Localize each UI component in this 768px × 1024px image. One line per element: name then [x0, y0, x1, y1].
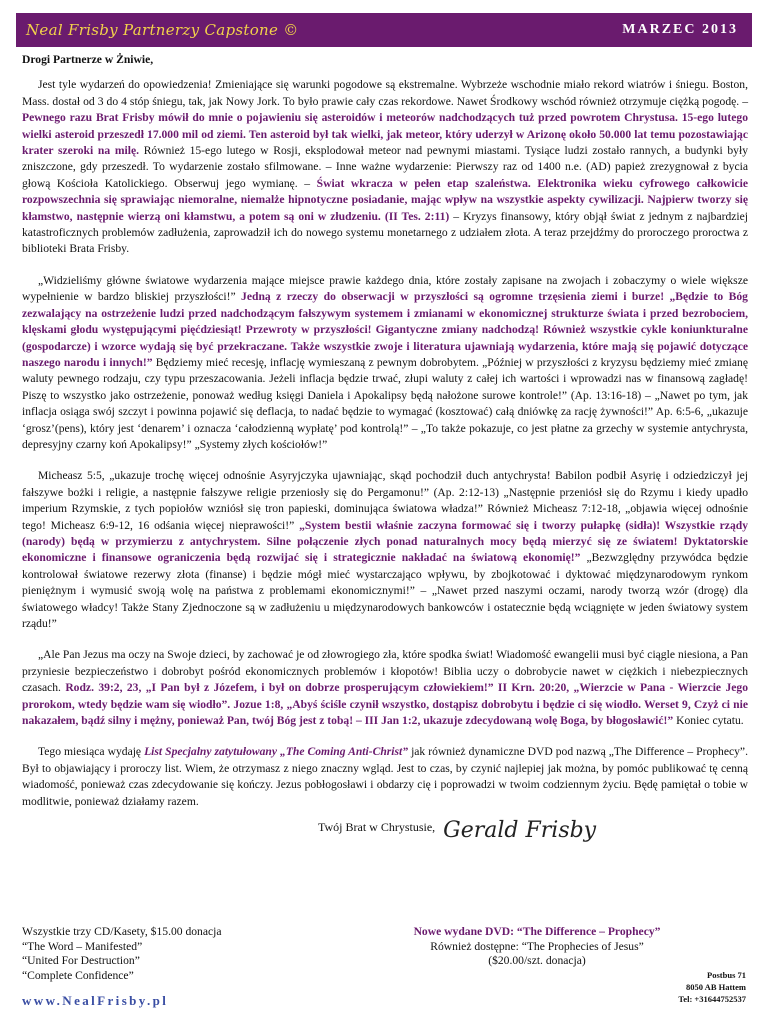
phone: Tel: +31644752537: [678, 994, 746, 1004]
newsletter-title: Neal Frisby Partnerzy Capstone ©: [26, 21, 299, 39]
text-segment: Również 15-ego lutego w Rosji, eksplodował meteor nad pewnymi miastami. Tysiące ludzi zostało rannych, a budynki były zniszczone, gdy przeszedł. To wydarzenie zostało sfilmowane. – Inne ważne wydarzenie: Pierwszy raz od 1400 n.e. (AD) papież zrezygnował z bycia głową Kościoła Katolickiego. Obserwuj jego wymianę. –: [22, 144, 748, 190]
signature: Gerald Frisby: [443, 818, 597, 844]
postbox: Postbus 71: [707, 970, 746, 980]
dvd-offer: [402, 925, 672, 969]
highlight-segment: Pewnego razu Brat Frisby mówił do mnie o pojawieniu się asteroidów i meteorów nadchodzących tuż przed powrotem Chrystusa. 15-ego lutego wielki asteroid przeszedł 17.000 mil od ziemi. Ten asteroid był tak wielki, jak meteor, który uderzył w Arizonę około 50.000 lat temu pozostawiając krater szeroki na milę.: [22, 111, 748, 158]
text-segment: Koniec cytatu.: [673, 714, 744, 728]
text-segment: Jest tyle wydarzeń do opowiedzenia! Zmieniające się warunki pogodowe są ekstremalne. Wybrzeże wschodnie miało rekord wiatrów i śniegu. Boston, Mass. dostał od 3 do 4 stóp śniegu, tak, jak Nowy Jork. To było prawie cały czas rekordowe. Nawet Środkowy wschód również otrzymuje ciężką pogodę. –: [22, 78, 748, 108]
dvd-price: ($20.00/szt. donacja): [488, 954, 586, 967]
text-segment: Będziemy mieć recesję, inflację wymieszaną z pewnym dobrobytem. „Później w przyszłości z kryzysu będziemy mieć zmianę waluty pewnego rodzaju, czy typu przeszacowania. Jeżeli inflacja będzie trwać, złupi waluty z całej ich wartości i wprowadzi nas w finansową zagładę! Piszę to wszystko jako ostrzeżenie, ponoważ według księgi Daniela i Apokalipsy będą nałożone surowe kontrole!” (Ap. 13:16-18) – „Nawet po tym, jak inflacja osiąga swój szczyt i powinna pojawić się deflacja, to nadać będzie to wymagać (kosztować) całą dniówkę za rację żywności!” Ap. 6:5-6, „ukazuje ‘grosz’(pens), który jest ‘denarem’ i oznacza ‘całodzienną wypłatę’ pod kontrolą!” – „To także pokazuje, co jest płatne za grzechy w systemie antychrysta, depresyjny czarny koń Apokalipsy!” „Systemy złych kościołów!”: [22, 355, 748, 451]
highlight-segment: Jedną z rzeczy do obserwacji w przyszłości są ogromne trzęsienia ziemi i burze! „Będzie to Bóg zezwalający na ostrzeżenie ludzi przed nadchodzącym fałszywym systemem i zmianami w ekonomicznej strukturze świata i przed bezrobociem, klęskami głodu występującymi pięćdziesiąt! Przewroty w przyszłości! Gigantyczne zmiany nadchodzą! Również wszystkie cykle koniunkturalne (gospodarcze) i wzorce wydają się być przekraczane. Także wszystkie zwoje i literatura ujawniają wydarzenia, które mają się pojawić dotyczące naszego narodu i innych!”: [22, 290, 748, 369]
cd-offer-line: Wszystkie trzy CD/Kasety, $15.00 donacja: [22, 925, 222, 938]
text-segment: „Ale Pan Jezus ma oczy na Swoje dzieci, by zachować je od złowrogiego zła, które spodka świat! Wiadomość ewangelii musi być ciągle niesiona, a Pan przyniesie bezpieczeństwo i dobrobyt pośród ekonomicznych problemów i kłopotów! Biblia uczy o dobrobycie nawet w ciężkich i niebezpiecznych czasach.: [22, 648, 748, 695]
dvd-also-available: Również dostępne: “The Prophecies of Jesus”: [430, 939, 644, 953]
closing-line: Twój Brat w Chrystusie,: [318, 820, 436, 835]
dvd-title: Nowe wydane DVD: “The Difference – Prophecy”: [413, 925, 661, 938]
text-segment: – Kryzys finansowy, który objął świat z jednym z najbardziej katastroficznych problemów zadłużenia, zaprowadził ich do nowego systemu monetarnego z udziałem złota. A teraz przejdźmy do proroczego proroctwa z biblioteki Brata Frisby.: [22, 209, 748, 256]
paragraph-3: [22, 468, 748, 632]
text-segment: Micheasz 5:5, „ukazuje trochę więcej odnośnie Asyryjczyka ujawniając, skąd pochodził duch antychrysta! Babilon podbił Asyrię i odziedziczył jej fałszywe bożki i religie, a następnie fałszywe religie przeniosły się do Pergamonu!” (Ap. 2:12-13) „Następnie przeniósł się do Rzymu i kiedy upadło imperium Rzymskie, z tych popiołów wzniósł się tron papieski, dominująca światowa władza!” Również Micheasz 7:12-18, „objawia więcej odnośnie tego! Micheasz 6:9-12, 16 odśania więcej nieprawości!”: [22, 469, 748, 532]
paragraph-4: [22, 647, 748, 729]
paragraph-1: [22, 77, 748, 257]
cd-title: “The Word – Manifested”: [22, 939, 143, 953]
text-segment: jak również dynamiczne DVD pod nazwą „The Difference – Prophecy”. Był to objawiający i proroczy list. Wiem, że otrzymasz z niego znaczny wgląd. Jest to czas, by czynić najlepiej jak można, by pomóc publikować tę cenną wiadomość, ponieważ czas zdecydowanie się kończy. Jezus pobłogosławi i obdarzy cię i poprowadzi w twoim codziennym życiu. Będę pamiętał o tobie w modlitwie, ponieważ działamy razem.: [22, 745, 748, 808]
highlight-segment: Świat wkracza w pełen etap szaleństwa. Elektronika wieku cyfrowego całkowicie rozpowszechnia się sprawiając niemoralne, niemalże hipnotyczne posiadanie, mając wpływ na wszystkie aspekty cywilizacji. Najpierw tworzy się kłamstwo, następnie wierzą oni kłamstwu, a potem są oni w złudzeniu. (II Tes. 2:11): [22, 176, 748, 223]
greeting: Drogi Partnerze w Żniwie,: [22, 53, 154, 66]
text-segment: „Widzieliśmy główne światowe wydarzenia mające miejsce prawie każdego dnia, które zostały zapisane na zwojach i zobaczymy o wiele większe wypełnienie w bardzo bliskiej przyszłości!”: [22, 273, 748, 304]
cd-title: “United For Destruction”: [22, 954, 140, 967]
paragraph-2: [22, 273, 748, 453]
highlight-segment: Rodz. 39:2, 23, „I Pan był z Józefem, i był on dobrze prosperującym człowiekiem!” II Krn. 20:20, „Wierzcie w Pana - Wierzcie Jego prorokom, wtedy będzie wam się wiodło”. Jozue 1:8, „Abyś ściśle czynił wszystko, dostąpisz dobrobytu i będzie ci się wiodło. Werset 9, Czyż ci nie nakazałem, bądź silny i mężny, ponieważ Pan, twój Bóg jest z tobą! – III Jan 1:2, ukazuje zdecydowaną wolę Boga, by błogosławić!”: [22, 681, 748, 728]
website-link[interactable]: www.NealFrisby.pl: [22, 993, 169, 1008]
contact-address: [678, 969, 746, 1005]
header-bar: [16, 13, 752, 47]
text-segment: Tego miesiąca wydaję: [38, 745, 145, 759]
closing-block: [22, 818, 748, 844]
cd-title: “Complete Confidence”: [22, 968, 134, 982]
issue-date: MARZEC 2013: [622, 22, 738, 37]
letter-body: [22, 52, 748, 844]
highlight-segment: „System bestii właśnie zaczyna formować się i tworzy pułapkę (sidła)! Wszystkie rządy (narody) będą w przymierzu z antychrystem. Silne połączenie złych ponad naturalnych mocy będą mierzyć się ze światem! Dyktatorskie ekonomiczne i finansowe ograniczenia będą rozwijać się i strategicznie nakładać na światową ekonomię!”: [22, 518, 748, 565]
highlight-segment: List Specjalny zatytułowany „The Coming Anti-Christ”: [144, 745, 409, 759]
text-segment: „Bezwzględny przywódca będzie kontrolował światowe rezerwy złota (finanse) i będzie mógł mieć wystarczająco wpływu, by zbojkotować i dyktować międzynarodowym rynkom pieniężnym i wymusić swoją wolę na państwa z problemami ekonomicznymi!” – „Nawet przed naszymi oczami, narody tworzą wzór (drogę) dla światowego władcy! Także Stany Zjednoczone są w zadłużeniu u międzynarodowych bankowców i ostatecznie będą wciągnięte w jeden światowy system rządu!”: [22, 551, 748, 630]
paragraph-5: [22, 744, 748, 810]
cd-offer: [22, 925, 222, 983]
postal-code: 8050 AB Hattem: [686, 982, 746, 992]
